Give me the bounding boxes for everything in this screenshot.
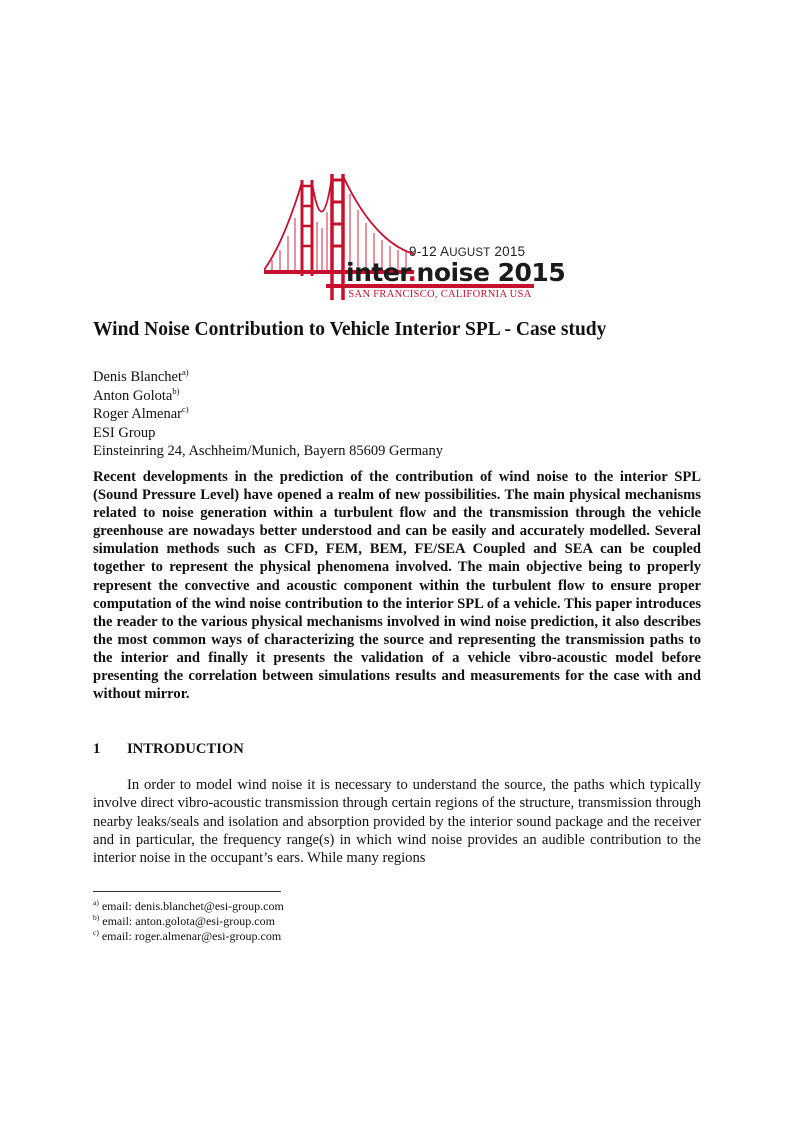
affiliation-org: ESI Group <box>93 424 156 441</box>
conference-location: SAN FRANCISCO, CALIFORNIA USA <box>348 289 532 300</box>
author-name: Denis Blanchet$^{a)}$ <box>93 367 189 385</box>
conference-date: 9-12 AUGUST 2015 <box>409 244 526 259</box>
author-name: Anton Golota$^{b)}$ <box>93 385 180 404</box>
section-heading: 1 INTRODUCTION <box>93 741 244 757</box>
footnotes <box>93 899 493 944</box>
conference-logo <box>264 172 566 310</box>
author-name: Roger Almenar$^{c)}$ <box>93 404 189 422</box>
abstract: Recent developments in the prediction of the contribution of wind noise to the interior SPL (Sound Pressure Level) have opened a realm of new possibilities. The main physical mechanisms related to noise generation within a turbulent flow and the transmission through the vehicle greenhouse are nowadays better understood and can be easily and accurately modelled. Several simulation methods such as CFD, FEM, BEM, FE/SEA Coupled and SEA can be coupled together to represent the physical phenomena involved. The main objective being to properly represent the convective and acoustic component within the turbulent flow to ensure proper computation of the wind noise contribution to the interior SPL of a vehicle. This paper introduces the reader to the various physical mechanisms involved in wind noise prediction, it also describes the most common ways of characterizing the source and representing the transmission paths to the interior and finally it presents the validation of a vehicle vibro-acoustic model before presenting the correlation between simulations results and measurements for the case with and without mirror. <box>93 469 701 703</box>
footnote-divider <box>93 891 281 892</box>
affiliation-address: Einsteinring 24, Aschheim/Munich, Bayern 85609 Germany <box>93 443 443 459</box>
footnote-email: $^{a)}$ email: denis.blanchet@esi-group.com <box>93 898 284 913</box>
paper-title: Wind Noise Contribution to Vehicle Interior SPL - Case study <box>93 319 607 340</box>
body-paragraph: In order to model wind noise it is necessary to understand the source, the paths which typically involve direct vibro-acoustic transmission through certain regions of the structure, transmission through nearby leaks/seals and isolation and absorption provided by the interior sound package and the receiver and in particular, the frequency range(s) in which wind noise provides an audible contribution to the interior noise in the occupant’s ears. While many regions <box>93 777 701 867</box>
footnote-email: $^{b)}$ email: anton.golota@esi-group.com <box>93 913 275 928</box>
author-block <box>93 368 703 461</box>
footnote-email: $^{c)}$ email: roger.almenar@esi-group.com <box>93 928 282 943</box>
conference-brand: inter.noise 2015 <box>346 258 566 287</box>
